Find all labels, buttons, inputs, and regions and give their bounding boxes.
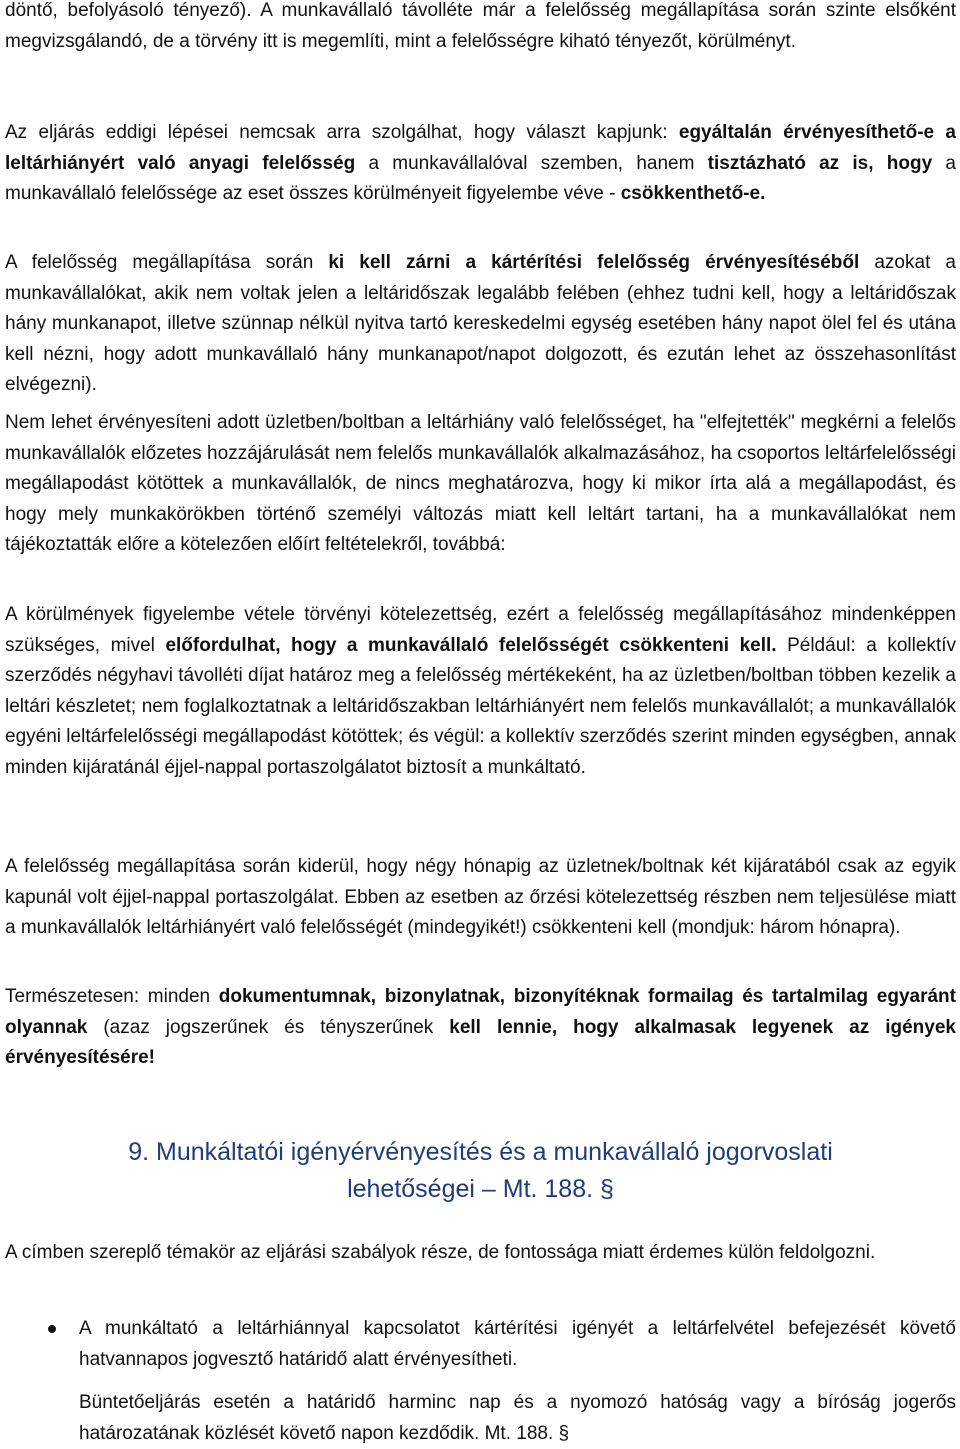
text-span: a munkavállaló felelőssége az eset összes körülményeit figyelembe véve -: [5, 152, 956, 205]
paragraph-exclusion: [5, 248, 956, 401]
bold-span: tisztázható az is, hogy: [707, 152, 933, 174]
paragraph-section-intro: [5, 1238, 956, 1269]
bold-span: ki kell zárni a kártérítési felelősség érvényesítéséből: [328, 252, 860, 273]
text-span: Nem lehet érvényesíteni adott üzletben/boltban a leltárhiány való felelősséget, ha "elfejtették" megkérni a felelős munkavállalók előzetes hozzájárulását nem felelős munkavállalók alkalmazásához, ha csoportos leltárfelelősségi megállapodást kötöttek a munkavállalók, de nincs meghatározva, hogy ki mikor írta alá a megállapodást, és hogy mely munkakörökben történő személyi változás miatt kell leltárt tartani, ha a munkavállalókat nem tájékoztatták előre a kötelezően előírt feltételekről, továbbá:: [5, 412, 956, 556]
paragraph-documents: [5, 982, 956, 1074]
bold-span: kell lennie, hogy alkalmasak legyenek az igények érvényesítésére!: [5, 1016, 956, 1069]
paragraph-procedure-steps: [5, 118, 956, 210]
text-span: Természetesen: minden: [5, 986, 219, 1007]
text-span: A körülmények figyelembe vétele törvényi kötelezettség, ezért a felelősség megállapításához mindenképpen szükséges, mivel: [5, 604, 956, 656]
bold-span: csökkenthető-e.: [620, 183, 766, 205]
paragraph-circumstances: [5, 600, 956, 784]
text-span: A címben szereplő témakör az eljárási szabályok része, de fontossága miatt érdemes külön feldolgozni.: [5, 1242, 876, 1263]
bold-span: dokumentumnak, bizonylatnak, bizonyítéknak formailag és tartalmilag egyaránt olyannak: [5, 986, 956, 1038]
bullet-list-item: [5, 1314, 956, 1375]
text-span: A felelősség megállapítása során kiderül, hogy négy hónapig az üzletnek/boltnak két kijáratából csak az egyik kapunál volt éjjel-nappal portaszolgálat. Ebben az esetben az őrzési kötelezettség részben nem teljesülése miatt a munkavállalók leltárhiányért való felelősségét (mindegyikét!) csökkenteni kell (mondjuk: három hónapra).: [5, 856, 956, 939]
text-span: Az eljárás eddigi lépései nemcsak arra szolgálhat, hogy választ kapjunk:: [5, 122, 679, 143]
paragraph-intro: [5, 0, 956, 57]
paragraph-example-outcome: [5, 852, 956, 944]
text-span: a munkavállalóval szemben, hanem: [355, 152, 708, 174]
text-span: azokat a munkavállalókat, akik nem voltak jelen a leltáridőszak legalább felében (ehhez tudni kell, hogy a leltáridőszak hány munkanapot, illetve szünnap nélkül nyitva tartó kereskedelmi egység esetében hány napot ölel fel és utána kell nézni, hogy adott munkavállaló hány munkanapot/napot dolgozott, és ezután lehet az összehasonlítást elvégezni).: [5, 252, 956, 396]
text-span: Például: a kollektív szerződés négyhavi távolléti díjat határoz meg a felelősség mértékeként, ha az üzletben/boltban többen kezelik a leltári készletet; nem foglalkoztatnak a leltáridőszakban leltárhiányért nem felelős munkavállalót; a munkavállalók egyéni leltárfelelősségi megállapodást kötöttek; és végül: a kollektív szerződés szerint minden egységben, annak minden kijáratánál éjjel-nappal portaszolgálatot biztosít a munkáltató.: [5, 634, 957, 778]
section-heading: [5, 1134, 956, 1208]
paragraph-cannot-enforce: [5, 408, 956, 561]
bold-span: előfordulhat, hogy a munkavállaló felelősségét csökkenteni kell.: [165, 634, 777, 656]
section-heading-line2: lehetőségei – Mt. 188. §: [347, 1175, 614, 1203]
bold-span: egyáltalán érvényesíthető-e a leltárhiányért való anyagi felelősség: [5, 122, 956, 174]
paragraph-criminal-proceedings: [5, 1388, 956, 1449]
section-heading-line1: 9. Munkáltatói igényérvényesítés és a munkavállaló jogorvoslati: [128, 1138, 833, 1166]
text-span: A felelősség megállapítása során: [5, 252, 329, 273]
text-span: Büntetőeljárás esetén a határidő harminc nap és a nyomozó hatóság vagy a bíróság jogerős határozatának közlését követő napon kezdődik. Mt. 188. §: [79, 1392, 956, 1444]
text-span: (azaz jogszerűnek és tényszerűnek: [87, 1016, 450, 1038]
bullet-icon: [48, 1325, 56, 1333]
paragraph-intro-text: döntő, befolyásoló tényező). A munkavállaló távolléte már a felelősség megállapítása során szinte elsőként megvizsgálandó, de a törvény itt is megemlíti, mint a felelősségre kiható tényezőt, körülményt.: [5, 0, 956, 52]
bullet-text: A munkáltató a leltárhiánnyal kapcsolatot kártérítési igényét a leltárfelvétel befejezését követő hatvannapos jogvesztő határidő alatt érvényesítheti.: [79, 1318, 956, 1370]
